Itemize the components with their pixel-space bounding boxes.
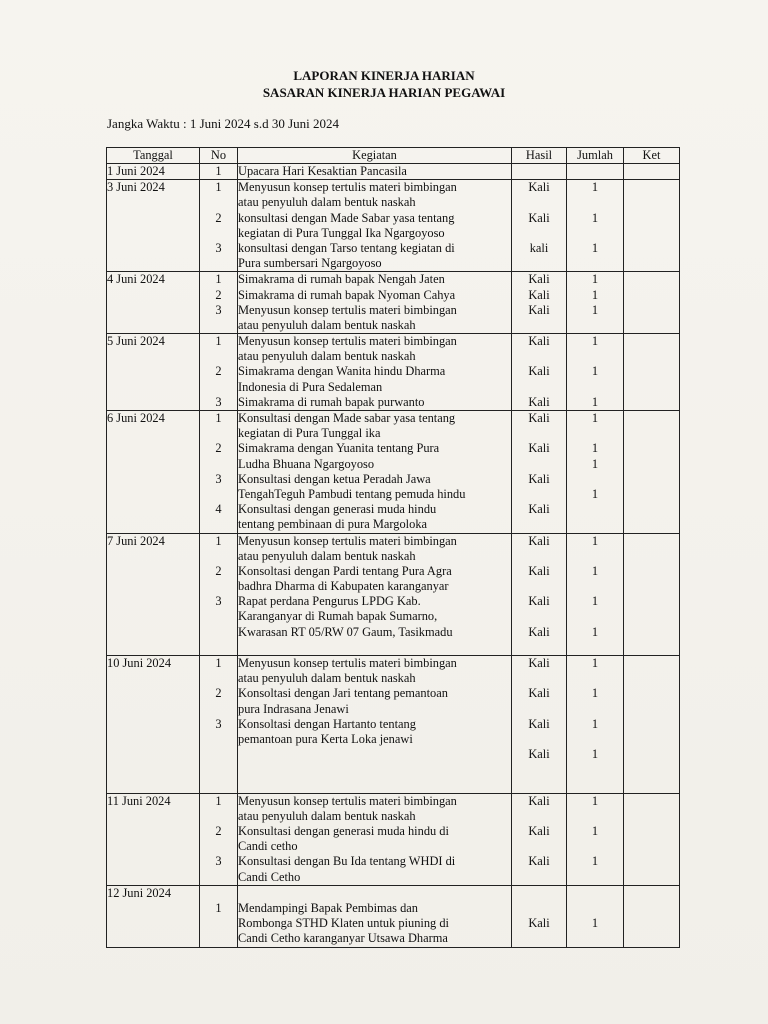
jumlah-line <box>567 472 623 487</box>
hasil-line: Kali <box>528 471 550 486</box>
hasil-line: Kali <box>528 302 550 317</box>
hasil-line <box>512 195 566 210</box>
jumlah-cell <box>567 180 624 272</box>
jumlah-line: 1 <box>591 793 599 808</box>
kegiatan-line: Simakrama dengan Yuanita tentang Pura <box>238 441 440 456</box>
kegiatan-line: atau penyuluh dalam bentuk naskah <box>238 671 416 686</box>
kegiatan-line: Konsultasi dengan generasi muda hindu <box>238 502 437 517</box>
kegiatan-line: Mendampingi Bapak Pembimas dan <box>238 901 418 915</box>
no-line: 2 <box>215 563 222 578</box>
ket-line <box>624 886 679 901</box>
no-line: 1 <box>215 272 222 287</box>
no-line <box>200 747 237 762</box>
no-line: 3 <box>215 716 222 731</box>
hasil-cell <box>512 334 567 411</box>
no-line: 1 <box>215 411 222 425</box>
hasil-line: Kali <box>528 854 550 869</box>
no-line <box>200 732 237 747</box>
date-cell <box>107 272 200 334</box>
no-line <box>200 609 237 624</box>
ket-cell <box>624 793 680 885</box>
report-period: Jangka Waktu : 1 Juni 2024 s.d 30 Juni 2024 <box>107 116 339 131</box>
jumlah-line: 1 <box>591 624 599 639</box>
date-text: 3 Juni 2024 <box>107 180 165 195</box>
table-row <box>107 180 680 272</box>
hasil-line <box>512 318 566 333</box>
jumlah-line <box>567 732 623 747</box>
kegiatan-cell <box>238 272 512 334</box>
hasil-line <box>512 457 566 472</box>
jumlah-line: 1 <box>591 302 599 317</box>
report-title: LAPORAN KINERJA HARIAN <box>293 68 475 83</box>
no-line: 3 <box>215 240 222 255</box>
jumlah-line: 1 <box>591 180 599 195</box>
no-line <box>200 931 237 946</box>
no-cell <box>200 411 238 534</box>
kegiatan-line <box>238 762 511 777</box>
kegiatan-line: pemantoan pura Kerta Loka jenawi <box>238 731 413 746</box>
kegiatan-line: kegiatan di Pura Tunggal ika <box>238 426 381 441</box>
kegiatan-line: pura Indrasana Jenawi <box>238 701 349 716</box>
no-line <box>200 809 237 824</box>
date-text: 10 Juni 2024 <box>107 656 172 670</box>
hasil-line <box>512 517 566 532</box>
no-line: 1 <box>215 180 222 195</box>
hasil-line: Kali <box>528 334 550 349</box>
hasil-line: kali <box>529 240 549 255</box>
kegiatan-line: atau penyuluh dalam bentuk naskah <box>238 808 416 823</box>
jumlah-line: 1 <box>591 533 599 548</box>
no-line <box>200 380 237 395</box>
no-line <box>200 640 237 655</box>
column-header-kegiatan: Kegiatan <box>238 148 512 164</box>
ket-cell <box>624 272 680 334</box>
table-header-row <box>107 148 680 164</box>
no-line: 1 <box>215 901 222 915</box>
hasil-line: Kali <box>528 824 550 839</box>
jumlah-cell <box>567 656 624 794</box>
no-line <box>200 579 237 594</box>
jumlah-line: 1 <box>591 594 599 609</box>
no-line: 1 <box>215 533 222 548</box>
jumlah-line: 1 <box>591 456 599 471</box>
no-line <box>200 916 237 931</box>
kegiatan-line: Candi Cetho <box>238 869 301 884</box>
date-cell <box>107 533 200 656</box>
table-row <box>107 656 680 794</box>
ket-line <box>624 334 679 349</box>
ket-cell <box>624 885 680 947</box>
no-cell <box>200 334 238 411</box>
kegiatan-line: Candi Cetho karanganyar Utsawa Dharma <box>238 931 448 946</box>
no-line <box>200 625 237 640</box>
hasil-line <box>512 609 566 624</box>
ket-cell <box>624 656 680 794</box>
kegiatan-cell <box>238 885 512 947</box>
jumlah-line <box>567 256 623 271</box>
no-line: 3 <box>215 594 222 609</box>
kegiatan-line: atau penyuluh dalam bentuk naskah <box>238 195 416 210</box>
no-line <box>200 256 237 271</box>
hasil-line: Kali <box>528 594 550 609</box>
hasil-line <box>512 778 566 793</box>
jumlah-line: 1 <box>591 716 599 731</box>
hasil-line <box>512 901 566 916</box>
jumlah-line: 1 <box>591 916 599 931</box>
jumlah-line <box>567 380 623 395</box>
ket-line <box>624 411 679 426</box>
no-line: 3 <box>215 394 222 409</box>
jumlah-cell <box>567 272 624 334</box>
hasil-line: Kali <box>528 916 550 931</box>
ket-line <box>624 180 679 195</box>
date-cell <box>107 164 200 180</box>
hasil-line: Kali <box>528 716 550 731</box>
hasil-line <box>512 732 566 747</box>
table-row <box>107 164 680 180</box>
date-cell <box>107 411 200 534</box>
kegiatan-line: Konsultasi dengan ketua Peradah Jawa <box>238 471 431 486</box>
kegiatan-line <box>238 886 511 901</box>
jumlah-line <box>567 809 623 824</box>
kegiatan-line: badhra Dharma di Kabupaten karanganyar <box>238 579 449 594</box>
kegiatan-line: atau penyuluh dalam bentuk naskah <box>238 349 416 364</box>
table-row <box>107 793 680 885</box>
jumlah-line <box>567 195 623 210</box>
kegiatan-line: Konsoltasi dengan Pardi tentang Pura Agra <box>238 563 452 578</box>
kegiatan-line: Kwarasan RT 05/RW 07 Gaum, Tasikmadu <box>238 624 453 639</box>
no-cell <box>200 793 238 885</box>
no-cell <box>200 272 238 334</box>
no-line: 2 <box>215 364 222 379</box>
no-line: 1 <box>215 793 222 808</box>
hasil-line: Kali <box>528 533 550 548</box>
kegiatan-cell <box>238 533 512 656</box>
jumlah-line <box>567 502 623 517</box>
kegiatan-line: Konsultasi dengan Made sabar yasa tentang <box>238 411 456 425</box>
jumlah-line: 1 <box>591 854 599 869</box>
hasil-cell <box>512 272 567 334</box>
date-text: 11 Juni 2024 <box>107 793 171 808</box>
jumlah-line <box>567 517 623 532</box>
kegiatan-line: Menyusun konsep tertulis materi bimbingan <box>238 302 457 317</box>
hasil-line: Kali <box>528 747 550 762</box>
jumlah-line <box>567 931 623 946</box>
kegiatan-cell <box>238 656 512 794</box>
hasil-line <box>512 256 566 271</box>
no-line <box>200 426 237 441</box>
hasil-line <box>512 886 566 901</box>
jumlah-line <box>567 886 623 901</box>
hasil-cell <box>512 411 567 534</box>
date-text: 6 Juni 2024 <box>107 411 165 425</box>
jumlah-line: 1 <box>591 287 599 302</box>
jumlah-cell <box>567 793 624 885</box>
no-cell <box>200 164 238 180</box>
hasil-line <box>512 870 566 885</box>
kegiatan-line: Konsultasi dengan generasi muda hindu di <box>238 824 449 839</box>
kegiatan-line: atau penyuluh dalam bentuk naskah <box>238 548 416 563</box>
no-line <box>200 839 237 854</box>
hasil-line: Kali <box>528 563 550 578</box>
hasil-line: Kali <box>528 287 550 302</box>
kegiatan-cell <box>238 411 512 534</box>
jumlah-line <box>567 609 623 624</box>
hasil-line: Kali <box>528 364 550 379</box>
jumlah-line <box>567 549 623 564</box>
no-cell <box>200 180 238 272</box>
hasil-line <box>512 640 566 655</box>
no-line: 2 <box>215 824 222 839</box>
no-line: 3 <box>215 854 222 869</box>
hasil-line: Kali <box>528 793 550 808</box>
hasil-line: Kali <box>528 441 550 456</box>
kegiatan-line: Karanganyar di Rumah bapak Sumarno, <box>238 609 438 624</box>
kegiatan-line: Indonesia di Pura Sedaleman <box>238 379 383 394</box>
jumlah-line <box>567 839 623 854</box>
hasil-line <box>512 671 566 686</box>
date-cell <box>107 793 200 885</box>
kegiatan-line: Menyusun konsep tertulis materi bimbingan <box>238 656 457 670</box>
kegiatan-line: Candi cetho <box>238 839 298 854</box>
jumlah-line <box>567 702 623 717</box>
hasil-cell <box>512 656 567 794</box>
no-line <box>200 349 237 364</box>
no-line: 1 <box>215 334 222 349</box>
hasil-line: Kali <box>528 502 550 517</box>
no-line <box>200 487 237 502</box>
kegiatan-line <box>238 640 511 655</box>
hasil-line <box>512 487 566 502</box>
hasil-line <box>512 164 566 179</box>
hasil-line <box>512 931 566 946</box>
jumlah-cell <box>567 885 624 947</box>
kegiatan-line: tentang pembinaan di pura Margoloka <box>238 517 428 532</box>
hasil-line <box>512 426 566 441</box>
table-row <box>107 411 680 534</box>
no-line <box>200 517 237 532</box>
kegiatan-line <box>238 778 511 793</box>
hasil-line <box>512 762 566 777</box>
jumlah-line: 1 <box>591 364 599 379</box>
hasil-line: Kali <box>528 272 550 287</box>
jumlah-line: 1 <box>591 240 599 255</box>
column-header-no: No <box>200 148 238 164</box>
no-line <box>200 318 237 333</box>
kegiatan-line: Simakrama di rumah bapak purwanto <box>238 394 425 409</box>
jumlah-line <box>567 778 623 793</box>
kegiatan-line: konsultasi dengan Made Sabar yasa tentang <box>238 210 455 225</box>
no-line: 2 <box>215 287 222 302</box>
ket-cell <box>624 533 680 656</box>
kegiatan-line: Menyusun konsep tertulis materi bimbingan <box>238 793 457 808</box>
jumlah-line: 1 <box>591 824 599 839</box>
kegiatan-line: Upacara Hari Kesaktian Pancasila <box>238 164 407 178</box>
kegiatan-line: Rombonga STHD Klaten untuk piuning di <box>238 916 449 931</box>
no-cell <box>200 656 238 794</box>
no-line: 1 <box>215 656 222 670</box>
ket-cell <box>624 411 680 534</box>
date-text: 5 Juni 2024 <box>107 334 165 349</box>
kegiatan-cell <box>238 164 512 180</box>
jumlah-cell <box>567 533 624 656</box>
date-cell <box>107 885 200 947</box>
column-header-jumlah: Jumlah <box>567 148 624 164</box>
hasil-cell <box>512 180 567 272</box>
kegiatan-line <box>238 747 511 762</box>
hasil-cell <box>512 793 567 885</box>
jumlah-line <box>567 901 623 916</box>
table-body <box>107 164 680 948</box>
kegiatan-cell <box>238 180 512 272</box>
kegiatan-cell <box>238 793 512 885</box>
no-line: 4 <box>215 502 222 517</box>
jumlah-line: 1 <box>591 210 599 225</box>
jumlah-line: 1 <box>591 747 599 762</box>
hasil-line <box>512 809 566 824</box>
jumlah-line <box>567 318 623 333</box>
jumlah-cell <box>567 411 624 534</box>
jumlah-line <box>567 762 623 777</box>
ket-line <box>624 656 679 671</box>
no-line <box>200 702 237 717</box>
no-line <box>200 762 237 777</box>
kegiatan-line: TengahTeguh Pambudi tentang pemuda hindu <box>238 486 466 501</box>
kegiatan-line: Konsoltasi dengan Hartanto tentang <box>238 716 416 731</box>
date-text: 12 Juni 2024 <box>107 885 172 900</box>
jumlah-line: 1 <box>591 411 599 425</box>
hasil-line: Kali <box>528 394 550 409</box>
no-line <box>200 226 237 241</box>
kegiatan-line: atau penyuluh dalam bentuk naskah <box>238 317 416 332</box>
hasil-line: Kali <box>528 686 550 701</box>
table-row <box>107 885 680 947</box>
jumlah-line <box>567 671 623 686</box>
no-line: 3 <box>215 471 222 486</box>
kegiatan-line: Simakrama di rumah bapak Nengah Jaten <box>238 272 445 287</box>
ket-cell <box>624 334 680 411</box>
no-line <box>200 195 237 210</box>
hasil-line: Kali <box>528 656 550 670</box>
hasil-cell <box>512 885 567 947</box>
no-line: 2 <box>215 210 222 225</box>
date-text: 1 Juni 2024 <box>107 164 165 178</box>
ket-cell <box>624 164 680 180</box>
hasil-line: Kali <box>528 180 550 195</box>
hasil-line <box>512 349 566 364</box>
no-line <box>200 549 237 564</box>
jumlah-line <box>567 426 623 441</box>
hasil-line: Kali <box>528 411 550 425</box>
jumlah-line <box>567 870 623 885</box>
no-line: 2 <box>215 441 222 456</box>
column-header-hasil: Hasil <box>512 148 567 164</box>
jumlah-line: 1 <box>591 441 599 456</box>
no-line <box>200 870 237 885</box>
kegiatan-line: Menyusun konsep tertulis materi bimbingan <box>238 180 457 195</box>
ket-cell <box>624 180 680 272</box>
kegiatan-line: Konsoltasi dengan Jari tentang pemantoan <box>238 686 448 701</box>
activity-table <box>106 147 680 948</box>
jumlah-cell <box>567 164 624 180</box>
table-row <box>107 334 680 411</box>
hasil-line <box>512 226 566 241</box>
no-cell <box>200 885 238 947</box>
ket-line <box>624 534 679 549</box>
kegiatan-line: Menyusun konsep tertulis materi bimbingan <box>238 533 457 548</box>
kegiatan-cell <box>238 334 512 411</box>
jumlah-line: 1 <box>591 686 599 701</box>
no-line: 3 <box>215 302 222 317</box>
report-subtitle: SASARAN KINERJA HARIAN PEGAWAI <box>262 85 506 100</box>
kegiatan-line: Pura sumbersari Ngargoyoso <box>238 256 382 271</box>
jumlah-line: 1 <box>591 656 599 670</box>
jumlah-line <box>567 349 623 364</box>
hasil-line: Kali <box>528 210 550 225</box>
jumlah-line <box>567 640 623 655</box>
ket-line <box>624 164 679 179</box>
jumlah-line <box>567 164 623 179</box>
jumlah-line: 1 <box>591 334 599 349</box>
kegiatan-line: Konsultasi dengan Bu Ida tentang WHDI di <box>238 854 456 869</box>
hasil-cell <box>512 164 567 180</box>
jumlah-line: 1 <box>591 272 599 287</box>
kegiatan-line: Menyusun konsep tertulis materi bimbingan <box>238 334 457 349</box>
table-row <box>107 272 680 334</box>
jumlah-line: 1 <box>591 394 599 409</box>
hasil-line <box>512 579 566 594</box>
ket-line <box>624 794 679 809</box>
kegiatan-line: Simakrama dengan Wanita hindu Dharma <box>238 364 446 379</box>
column-header-ket: Ket <box>624 148 680 164</box>
kegiatan-line: Ludha Bhuana Ngargoyoso <box>238 456 375 471</box>
column-header-tanggal: Tanggal <box>107 148 200 164</box>
date-cell <box>107 656 200 794</box>
kegiatan-line: kegiatan di Pura Tunggal Ika Ngargoyoso <box>238 225 445 240</box>
jumlah-line: 1 <box>591 563 599 578</box>
no-line <box>200 671 237 686</box>
date-cell <box>107 334 200 411</box>
kegiatan-line: Rapat perdana Pengurus LPDG Kab. <box>238 594 421 609</box>
no-line: 2 <box>215 686 222 701</box>
date-text: 4 Juni 2024 <box>107 272 165 287</box>
hasil-line <box>512 702 566 717</box>
kegiatan-line: konsultasi dengan Tarso tentang kegiatan di <box>238 240 455 255</box>
jumlah-line <box>567 579 623 594</box>
ket-line <box>624 272 679 287</box>
no-line <box>200 886 237 901</box>
date-cell <box>107 180 200 272</box>
jumlah-line <box>567 226 623 241</box>
jumlah-line: 1 <box>591 486 599 501</box>
no-line <box>200 457 237 472</box>
kegiatan-line: Simakrama di rumah bapak Nyoman Cahya <box>238 287 456 302</box>
hasil-line <box>512 549 566 564</box>
no-cell <box>200 533 238 656</box>
hasil-line: Kali <box>528 624 550 639</box>
hasil-cell <box>512 533 567 656</box>
jumlah-cell <box>567 334 624 411</box>
date-text: 7 Juni 2024 <box>107 533 165 548</box>
no-line <box>200 778 237 793</box>
no-line: 1 <box>215 164 222 178</box>
table-row <box>107 533 680 656</box>
hasil-line <box>512 380 566 395</box>
hasil-line <box>512 839 566 854</box>
